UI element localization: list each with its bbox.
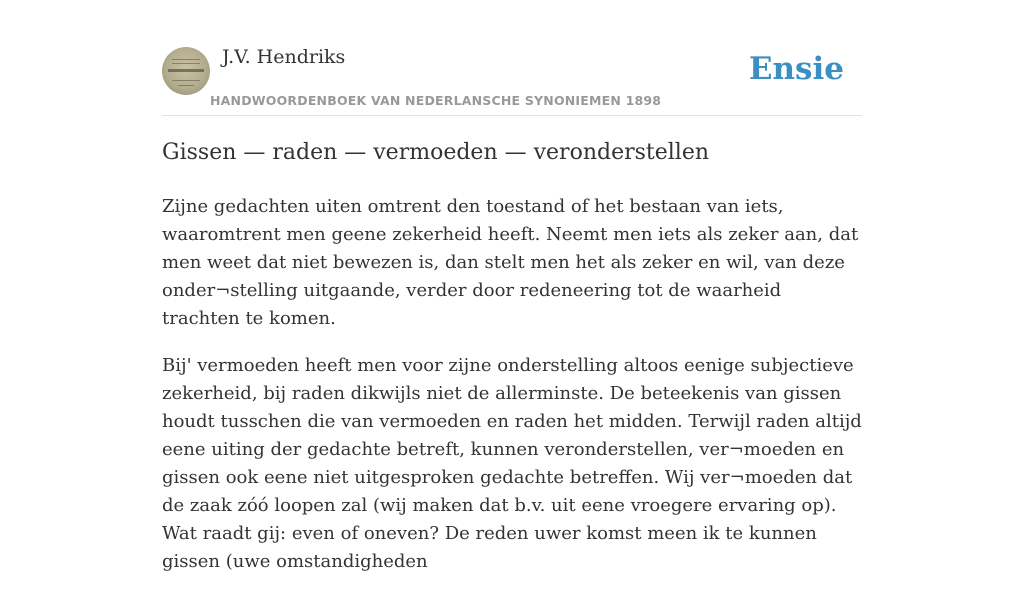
cover-band xyxy=(168,69,204,72)
source-title[interactable]: HANDWOORDENBOEK VAN NEDERLANSCHE SYNONIEMEN 1898 xyxy=(210,93,662,108)
entry-body xyxy=(162,193,862,595)
entry-title: Gissen — raden — vermoeden — veronderstellen xyxy=(162,140,710,165)
header-divider xyxy=(162,115,862,116)
cover-line xyxy=(178,85,194,86)
entry-paragraph: Zijne gedachten uiten omtrent den toestand of het bestaan van iets, waaromtrent men geene zekerheid heeft. Neemt men iets als zeker aan, dat men weet dat niet bewezen is, dan stelt men het als zeker en wil, van deze onder¬stelling uitgaande, verder door redeneering tot de waarheid trachten te komen. xyxy=(162,196,859,329)
author-name[interactable]: J.V. Hendriks xyxy=(222,46,346,68)
cover-line xyxy=(172,59,200,60)
entry-paragraph: Bij' vermoeden heeft men voor zijne onderstelling altoos eenige subjectieve zekerheid, bij raden dikwijls niet de allerminste. De beteekenis van gissen houdt tusschen die van vermoeden en raden het midden. Terwijl raden altijd eene uiting der gedachte betreft, kunnen veronderstellen, ver¬moeden en gissen ook eene niet uitgesproken gedachte betreffen. Wij ver¬moeden dat de zaak zóó loopen zal (wij maken dat b.v. uit eene vroegere ervaring op). Wat raadt gij: even of oneven? De reden uwer komst meen ik te kunnen gissen (uwe omstandigheden xyxy=(162,355,862,572)
cover-line xyxy=(172,80,200,81)
source-book-avatar[interactable] xyxy=(162,47,210,95)
cover-line xyxy=(172,63,200,64)
entry-header xyxy=(162,46,862,116)
ensie-logo[interactable]: Ensie xyxy=(748,51,844,87)
